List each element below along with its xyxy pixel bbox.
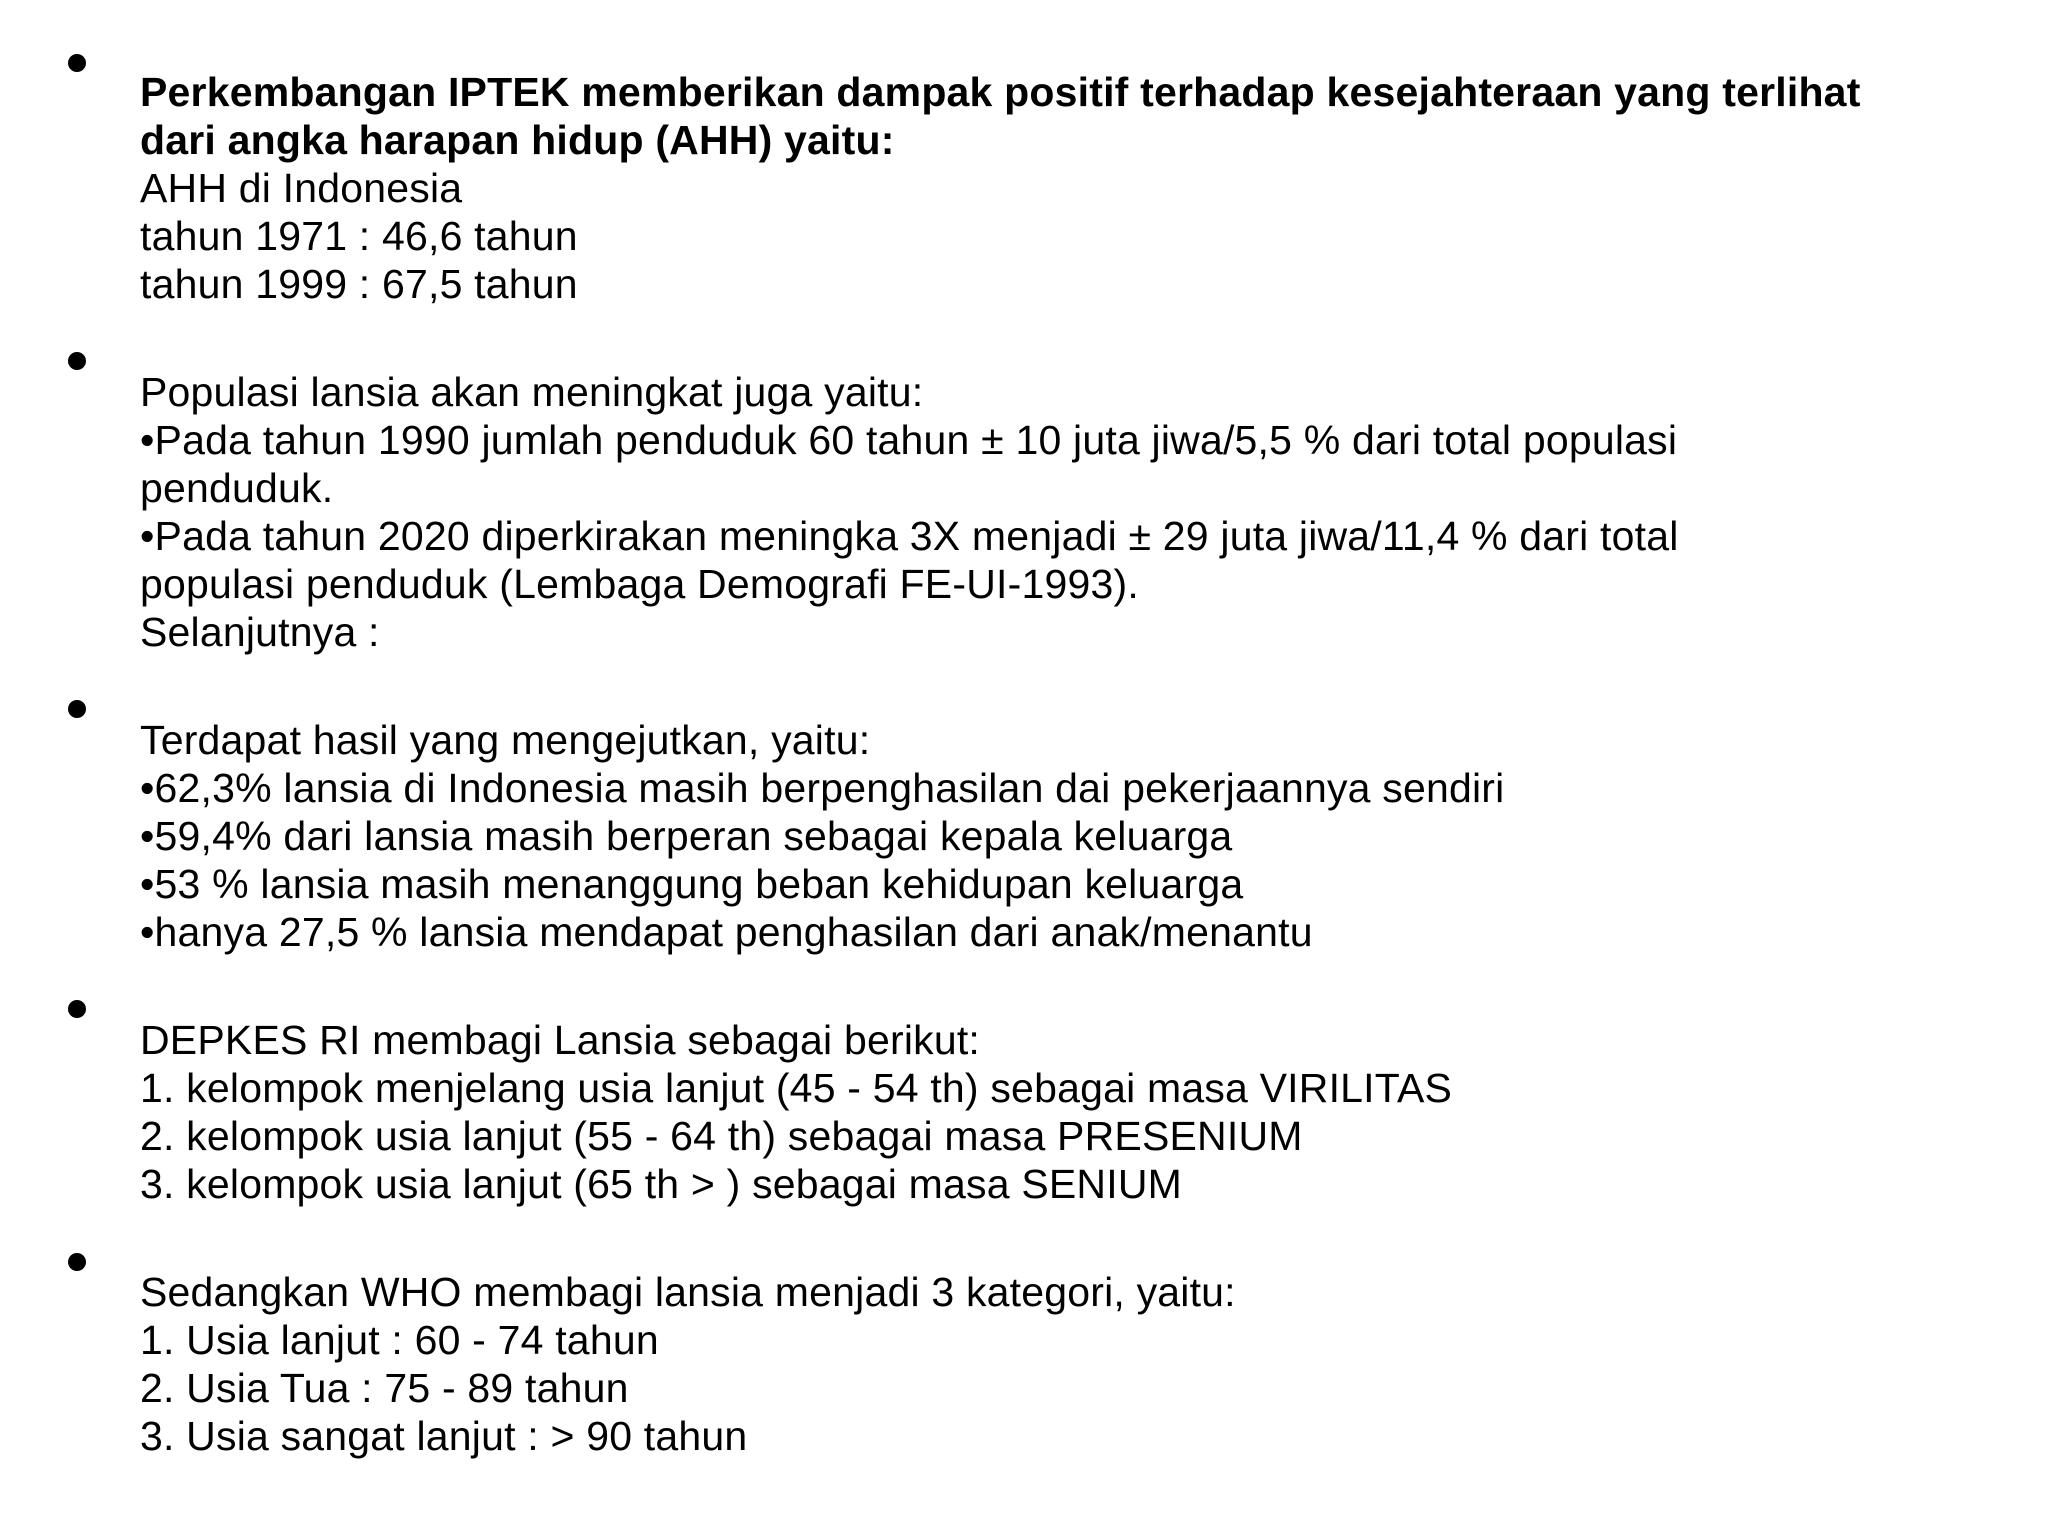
bullet-dot-icon bbox=[68, 1253, 86, 1271]
section-line: •62,3% lansia di Indonesia masih berpenghasilan dai pekerjaannya sendiri bbox=[140, 765, 1505, 811]
section-line: tahun 1999 : 67,5 tahun bbox=[140, 261, 578, 307]
bullet-dot-icon bbox=[68, 352, 86, 370]
section-2 bbox=[140, 368, 2000, 656]
section-line: •53 % lansia masih menanggung beban kehidupan keluarga bbox=[140, 861, 1244, 907]
section-line: Sedangkan WHO membagi lansia menjadi 3 kategori, yaitu: bbox=[140, 1269, 1236, 1315]
section-line: populasi penduduk (Lembaga Demografi FE-UI-1993). bbox=[140, 561, 1139, 607]
section-line: 1. kelompok menjelang usia lanjut (45 - 54 th) sebagai masa VIRILITAS bbox=[140, 1065, 1453, 1111]
section-4 bbox=[140, 1016, 2000, 1208]
section-3 bbox=[140, 716, 2000, 956]
section-heading: dari angka harapan hidup (AHH) yaitu: bbox=[140, 117, 895, 163]
section-heading: Perkembangan IPTEK memberikan dampak positif terhadap kesejahteraan yang terlihat bbox=[140, 69, 1861, 115]
section-line: penduduk. bbox=[140, 465, 334, 511]
section-line: 3. Usia sangat lanjut : > 90 tahun bbox=[140, 1413, 748, 1459]
section-line: tahun 1971 : 46,6 tahun bbox=[140, 213, 578, 259]
section-line: •Pada tahun 2020 diperkirakan meningka 3X menjadi ± 29 juta jiwa/11,4 % dari total bbox=[140, 513, 1679, 559]
section-line: •59,4% dari lansia masih berperan sebagai kepala keluarga bbox=[140, 813, 1233, 859]
section-5 bbox=[140, 1268, 2000, 1460]
section-line: •hanya 27,5 % lansia mendapat penghasilan dari anak/menantu bbox=[140, 909, 1313, 955]
section-line: Populasi lansia akan meningkat juga yaitu: bbox=[140, 369, 924, 415]
section-line: DEPKES RI membagi Lansia sebagai berikut: bbox=[140, 1017, 981, 1063]
bullet-dot-icon bbox=[68, 54, 86, 72]
section-1 bbox=[140, 68, 2000, 308]
bullet-dot-icon bbox=[68, 700, 86, 718]
section-line: Terdapat hasil yang mengejutkan, yaitu: bbox=[140, 717, 871, 763]
section-line: •Pada tahun 1990 jumlah penduduk 60 tahun ± 10 juta jiwa/5,5 % dari total populasi bbox=[140, 417, 1678, 463]
section-line: 2. Usia Tua : 75 - 89 tahun bbox=[140, 1365, 629, 1411]
section-line: Selanjutnya : bbox=[140, 609, 380, 655]
section-line: 2. kelompok usia lanjut (55 - 64 th) sebagai masa PRESENIUM bbox=[140, 1113, 1303, 1159]
bullet-dot-icon bbox=[68, 1000, 86, 1018]
section-line: 3. kelompok usia lanjut (65 th > ) sebagai masa SENIUM bbox=[140, 1161, 1182, 1207]
section-line: AHH di Indonesia bbox=[140, 165, 463, 211]
section-line: 1. Usia lanjut : 60 - 74 tahun bbox=[140, 1317, 659, 1363]
